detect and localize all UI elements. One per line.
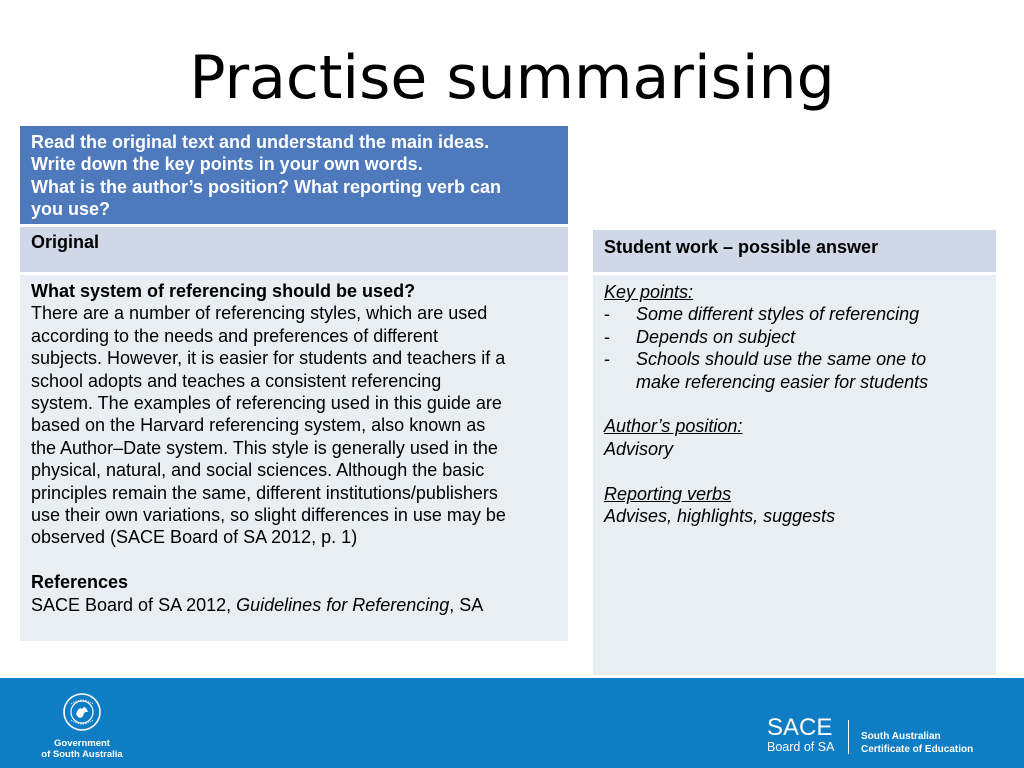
instruction-line: What is the author’s position? What reporting verb can (31, 176, 502, 197)
spacer (604, 393, 985, 415)
key-point-item (604, 303, 985, 325)
logo-divider (848, 720, 849, 754)
sace-name-line: Certificate of Education (861, 744, 974, 755)
reference-title: Guidelines for Referencing (236, 594, 450, 615)
passage-question: What system of referencing should be used? (31, 281, 416, 301)
sace-wordmark: SACE (767, 714, 833, 741)
author-position-value: Advisory (604, 438, 674, 459)
original-label-row (20, 227, 568, 272)
spacer (604, 460, 985, 482)
bullet-dash: - (604, 304, 610, 325)
spacer (31, 549, 557, 571)
sace-name-line: South Australian (861, 731, 941, 742)
slide-title: Practise summarising (189, 43, 835, 113)
student-work-title: Student work – possible answer (604, 237, 879, 257)
key-point-text: Depends on subject (636, 326, 796, 347)
key-point-item (604, 326, 985, 348)
government-label (40, 738, 124, 760)
passage-line: physical, natural, and social sciences. Although the basic (31, 460, 485, 481)
reference-entry (31, 594, 557, 616)
instruction-line: Write down the key points in your own words. (31, 154, 423, 175)
key-point-item (604, 348, 985, 370)
passage-line: the Author–Date system. This style is generally used in the (31, 437, 498, 458)
references-heading: References (31, 572, 129, 593)
original-text-table (20, 126, 568, 641)
key-point-text: Schools should use the same one to (636, 349, 927, 370)
passage-line: use their own variations, so slight differences in use may be (31, 505, 506, 526)
government-sa-logo (40, 692, 124, 762)
student-work-cell (593, 275, 996, 675)
passage-line: subjects. However, it is easier for students and teachers if a (31, 348, 506, 369)
bullet-dash: - (604, 349, 610, 370)
student-work-header (593, 230, 996, 272)
student-work-table (593, 230, 996, 675)
passage-line: principles remain the same, different institutions/publishers (31, 482, 498, 503)
passage-line: according to the needs and preferences of different (31, 325, 438, 346)
passage-line: system. The examples of referencing used in this guide are (31, 393, 502, 414)
instruction-line: Read the original text and understand the main ideas. (31, 132, 490, 152)
passage-line: observed (SACE Board of SA 2012, p. 1) (31, 527, 358, 548)
reference-author: SACE Board of SA 2012, (31, 594, 237, 615)
reporting-verbs-label: Reporting verbs (604, 483, 732, 504)
passage-line: school adopts and teaches a consistent referencing (31, 370, 442, 391)
key-point-text: make referencing easier for students (636, 371, 929, 392)
sace-board-label: Board of SA (767, 740, 835, 754)
original-passage-cell (20, 275, 568, 641)
reporting-verbs-value: Advises, highlights, suggests (604, 506, 836, 527)
bullet-dash: - (604, 326, 610, 347)
passage-line: based on the Harvard referencing system, also known as (31, 415, 486, 436)
gov-line: of South Australia (41, 749, 123, 760)
author-position-label: Author’s position: (604, 416, 743, 437)
key-point-continuation (604, 371, 985, 393)
passage-line: There are a number of referencing styles, which are used (31, 303, 488, 324)
gov-line: Government (54, 738, 110, 749)
key-points-label: Key points: (604, 282, 694, 302)
key-point-text: Some different styles of referencing (636, 304, 920, 325)
original-label: Original (31, 232, 100, 252)
sa-crest-icon (62, 692, 102, 732)
instruction-line: you use? (31, 199, 111, 220)
sace-full-name (861, 730, 973, 756)
footer-bar (0, 678, 1024, 768)
reference-suffix: , SA (449, 594, 484, 615)
instructions-header (20, 126, 568, 224)
